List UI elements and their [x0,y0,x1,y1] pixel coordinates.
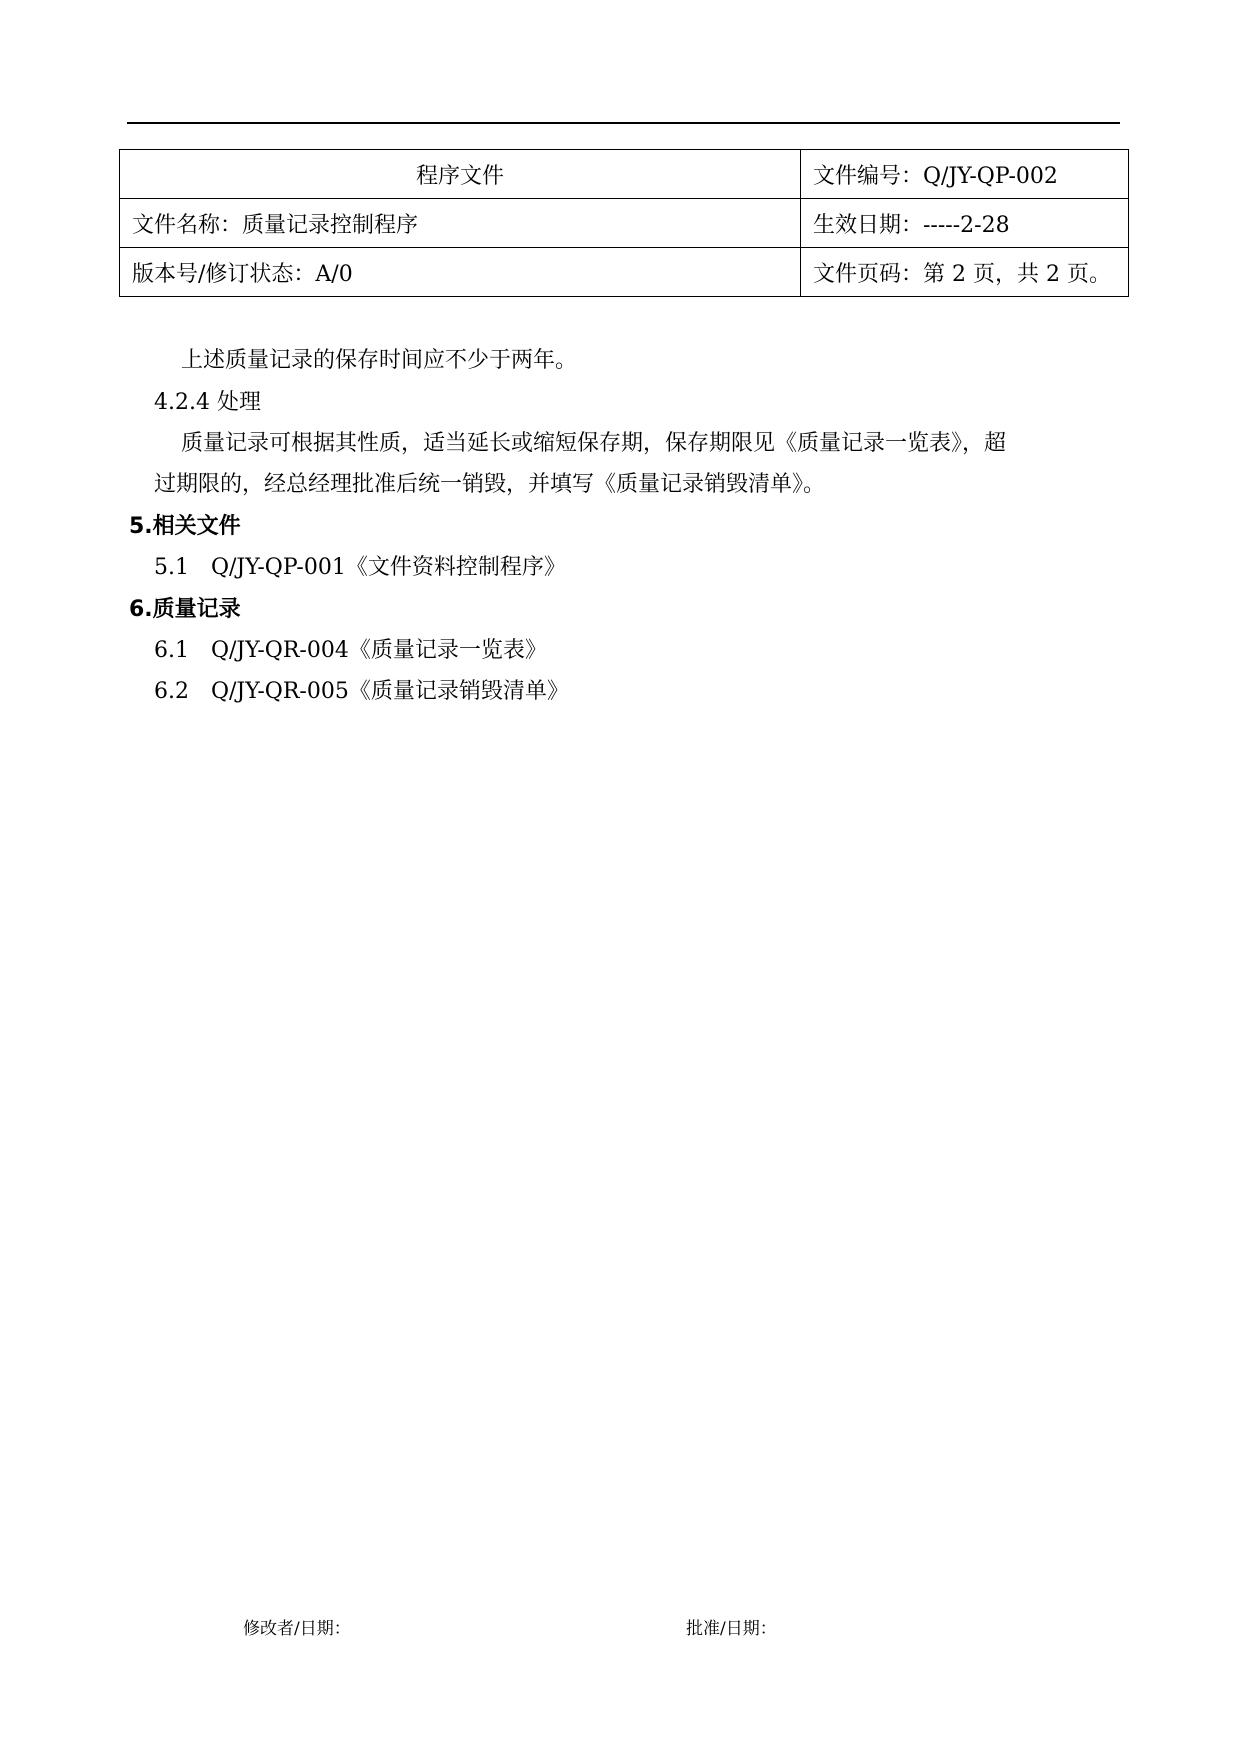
section-5-heading: 5.相关文件 [129,514,241,539]
header-rule [127,122,1120,124]
section-6-heading: 6.质量记录 [129,597,241,622]
approver-date-label: 批准/日期： [686,1619,777,1639]
modifier-date-label: 修改者/日期： [243,1619,351,1639]
header-row-3 [120,248,1129,297]
header-row-2 [120,199,1129,248]
retention-paragraph: 上述质量记录的保存时间应不少于两年。 [181,348,578,373]
disposal-paragraph-line-2: 过期限的，经总经理批准后统一销毁，并填写《质量记录销毁清单》。 [154,472,826,497]
document-header-table [119,149,1129,297]
quality-record-6-2: 6.2 Q/JY-QR-005《质量记录销毁清单》 [154,679,569,704]
doc-name-cell: 文件名称：质量记录控制程序 [120,199,801,248]
page-info-cell: 文件页码：第 2 页，共 2 页。 [801,248,1129,297]
version-cell: 版本号/修订状态：A/0 [120,248,801,297]
related-doc-5-1: 5.1 Q/JY-QP-001《文件资料控制程序》 [154,555,566,580]
effective-date-cell: 生效日期：-----2-28 [801,199,1129,248]
disposal-paragraph-line-1: 质量记录可根据其性质，适当延长或缩短保存期，保存期限见《质量记录一览表》，超 [181,431,1007,456]
doc-type-cell: 程序文件 [120,150,801,199]
header-row-1 [120,150,1129,199]
quality-record-6-1: 6.1 Q/JY-QR-004《质量记录一览表》 [154,638,547,663]
doc-number-cell: 文件编号：Q/JY-QP-002 [801,150,1129,199]
section-4-2-4-heading: 4.2.4 处理 [154,390,261,415]
